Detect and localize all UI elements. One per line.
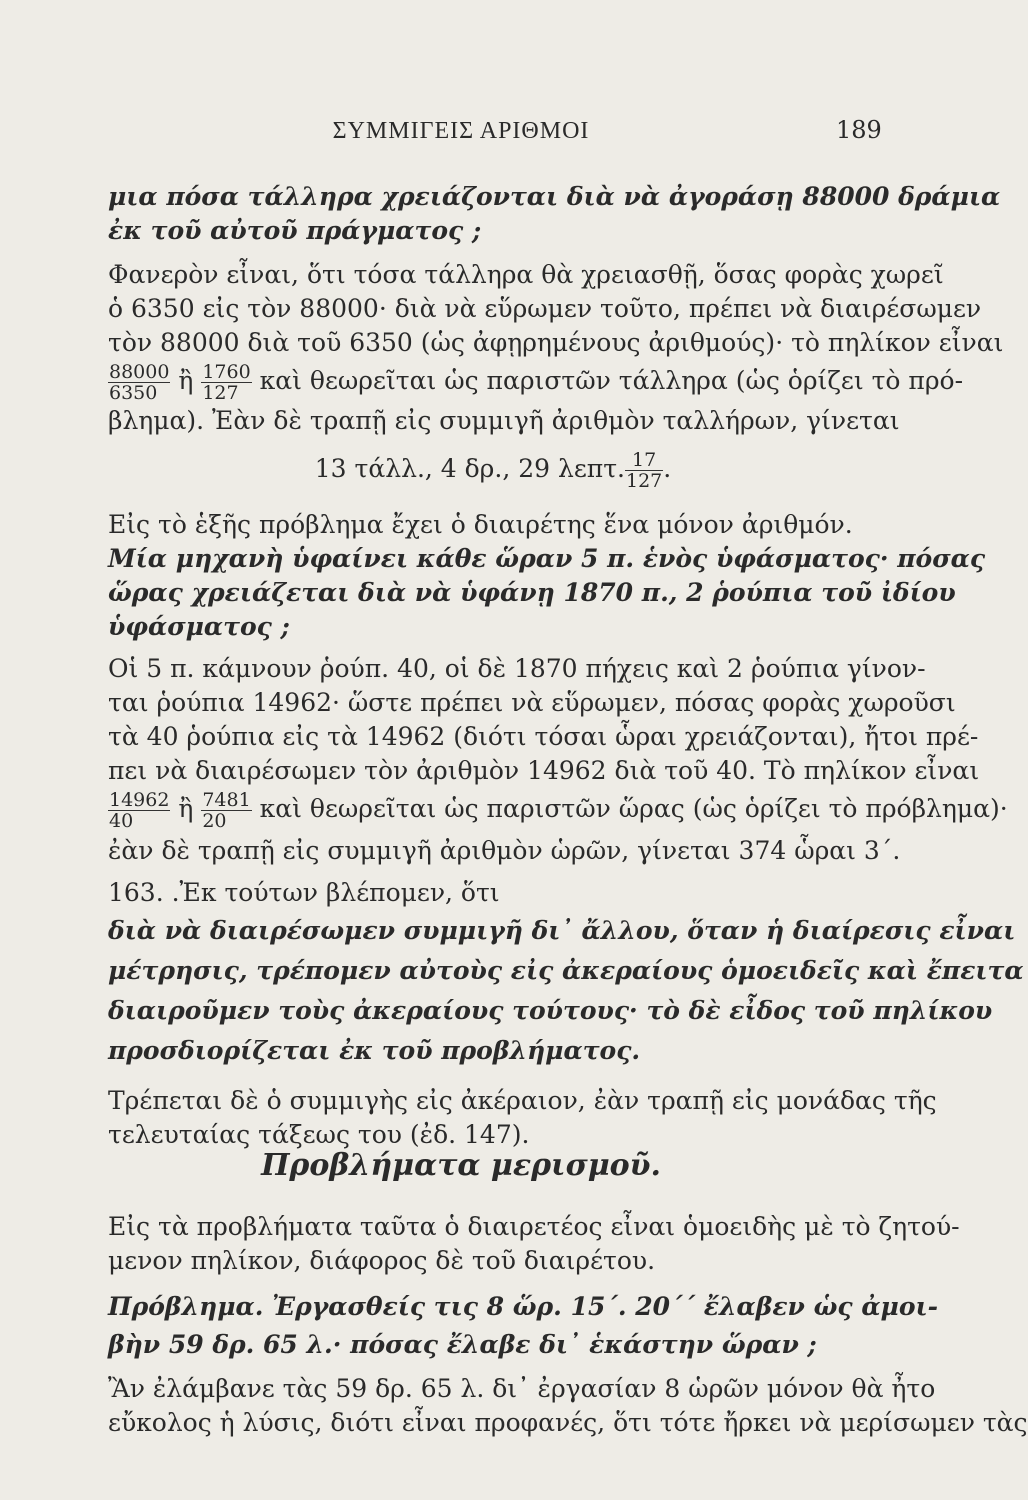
text-run: καὶ θεωρεῖται ὡς παριστῶν τάλληρα (ὡς ὁρίζει τὸ πρό- xyxy=(259,366,964,395)
text-line: Εἰς τὸ ἑξῆς πρόβλημα ἔχει ὁ διαιρέτης ἕνα μόνον ἀριθμόν. xyxy=(108,510,853,539)
section-heading: Προβλήματα μερισμοῦ. xyxy=(261,1148,661,1183)
fraction: $\frac{88000}{6350}$ xyxy=(109,361,170,404)
text-line: ὥρας χρειάζεται διὰ νὰ ὑφάνῃ 1870 π., 2 ῥούπια τοῦ ἰδίου xyxy=(108,578,956,607)
fraction: $\frac{17}{127}$ xyxy=(626,449,663,492)
text-line: Μία μηχανὴ ὑφαίνει κάθε ὥραν 5 π. ἑνὸς ὑφάσματος· πόσας xyxy=(108,544,986,573)
text-line: τὰ 40 ῥούπια εἰς τὰ 14962 (διότι τόσαι ὧραι χρειάζονται), ἤτοι πρέ- xyxy=(108,722,979,751)
text-line: μέτρησις, τρέπομεν αὐτοὺς εἰς ἀκεραίους ὁμοειδεῖς καὶ ἔπειτα xyxy=(108,956,1024,985)
text-line: διὰ νὰ διαιρέσωμεν συμμιγῆ δι᾽ ἄλλου, ὅταν ἡ διαίρεσις εἶναι xyxy=(108,916,1016,945)
text-line: Τρέπεται δὲ ὁ συμμιγὴς εἰς ἀκέραιον, ἐὰν τραπῇ εἰς μονάδας τῆς xyxy=(108,1086,937,1115)
text-line: Οἱ 5 π. κάμνουν ῥούπ. 40, οἱ δὲ 1870 πήχεις καὶ 2 ῥούπια γίνον- xyxy=(108,654,926,683)
text-line: ἐκ τοῦ αὐτοῦ πράγματος ; xyxy=(108,216,482,245)
fraction: $\frac{14962}{40}$ xyxy=(109,789,170,832)
centered-result xyxy=(108,446,878,492)
text-line: 163. .Ἐκ τούτων βλέπομεν, ὅτι xyxy=(108,878,500,907)
text-run: . xyxy=(663,454,672,483)
text-line: προσδιορίζεται ἐκ τοῦ προβλήματος. xyxy=(108,1036,641,1065)
text-line: ὑφάσματος ; xyxy=(108,612,290,641)
running-header: ΣΥΜΜΙΓΕΙΣ ΑΡΙΘΜΟΙ xyxy=(332,118,590,144)
or-word: ἢ xyxy=(178,366,194,395)
text-line: ὁ 6350 εἰς τὸν 88000· διὰ νὰ εὕρωμεν τοῦτο, πρέπει νὰ διαιρέσωμεν xyxy=(108,294,982,323)
fraction: $\frac{7481}{20}$ xyxy=(202,789,251,832)
text-line: ἐὰν δὲ τραπῇ εἰς συμμιγῆ ἀριθμὸν ὡρῶν, γίνεται 374 ὧραι 3΄. xyxy=(108,836,901,865)
text-line: Ἂν ἐλάμβανε τὰς 59 δρ. 65 λ. δι᾽ ἐργασίαν 8 ὡρῶν μόνον θὰ ἦτο xyxy=(108,1374,936,1403)
text-line: Φανερὸν εἶναι, ὅτι τόσα τάλληρα θὰ χρειασθῇ, ὅσας φορὰς χωρεῖ xyxy=(108,260,944,289)
text-line: Εἰς τὰ προβλήματα ταῦτα ὁ διαιρετέος εἶναι ὁμοειδὴς μὲ τὸ ζητού- xyxy=(108,1212,960,1241)
text-line: τὸν 88000 διὰ τοῦ 6350 (ὡς ἀφῃρημένους ἀριθμούς)· τὸ πηλίκον εἶναι xyxy=(108,328,1004,357)
or-word: ἢ xyxy=(178,794,194,823)
text-line: βλημα). Ἐὰν δὲ τραπῇ εἰς συμμιγῆ ἀριθμὸν ταλλήρων, γίνεται xyxy=(108,406,900,435)
text-line: βὴν 59 δρ. 65 λ.· πόσας ἔλαβε δι᾽ ἑκάστην ὥραν ; xyxy=(108,1330,817,1359)
fraction-line xyxy=(108,784,1008,834)
text-line: μενον πηλίκον, διάφορος δὲ τοῦ διαιρέτου. xyxy=(108,1246,656,1275)
text-run: 13 τάλλ., 4 δρ., 29 λεπτ. xyxy=(314,454,625,483)
text-line: τελευταίας τάξεως του (ἐδ. 147). xyxy=(108,1120,530,1149)
text-line: ται ῥούπια 14962· ὥστε πρέπει νὰ εὕρωμεν, πόσας φορὰς χωροῦσι xyxy=(108,688,956,717)
fraction: $\frac{1760}{127}$ xyxy=(202,361,251,404)
fraction-line xyxy=(108,356,964,406)
text-line: πει νὰ διαιρέσωμεν τὸν ἀριθμὸν 14962 διὰ τοῦ 40. Τὸ πηλίκον εἶναι xyxy=(108,756,980,785)
text-line: εὔκολος ἡ λύσις, διότι εἶναι προφανές, ὅτι τότε ἤρκει νὰ μερίσωμεν τὰς xyxy=(108,1408,1028,1437)
text-line: Πρόβλημα. Ἐργασθείς τις 8 ὥρ. 15΄. 20΄΄ ἔλαβεν ὡς ἀμοι- xyxy=(108,1292,939,1321)
text-run: καὶ θεωρεῖται ὡς παριστῶν ὥρας (ὡς ὁρίζει τὸ πρόβλημα)· xyxy=(259,794,1008,823)
text-line: διαιροῦμεν τοὺς ἀκεραίους τούτους· τὸ δὲ εἶδος τοῦ πηλίκου xyxy=(108,996,993,1025)
text-line: μια πόσα τάλληρα χρειάζονται διὰ νὰ ἀγοράσῃ 88000 δράμια xyxy=(108,182,1001,211)
page-number: 189 xyxy=(836,116,882,144)
